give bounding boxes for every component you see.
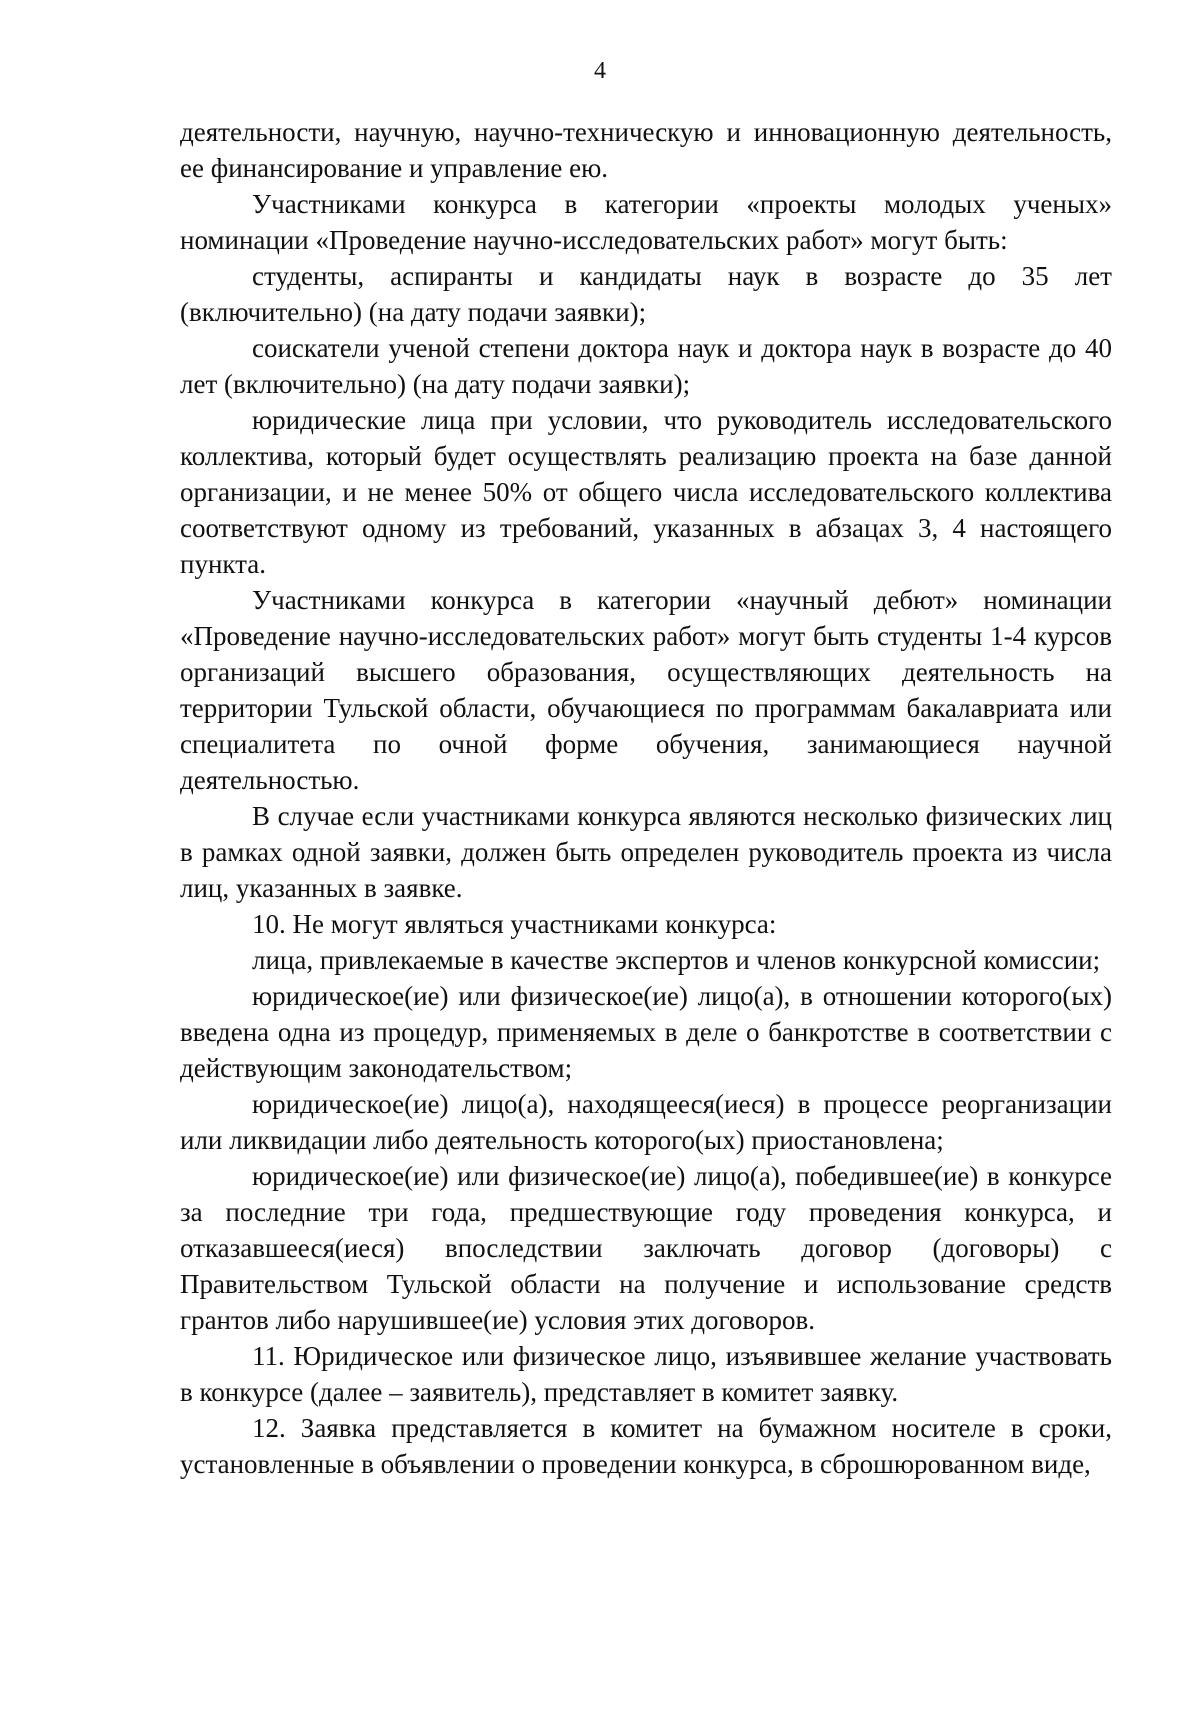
paragraph-reorganization-exclusion: юридическое(ие) лицо(а), находящееся(иеся) в процессе реорганизации или ликвидации либо деятельность которого(ых) приостановлена;	[180, 1089, 1112, 1155]
paragraph-project-leader: В случае если участниками конкурса являются несколько физических лиц в рамках одной заявки, должен быть определен руководитель проекта из числа лиц, указанных в заявке.	[180, 801, 1112, 903]
paragraph-young-scientists-participants: Участниками конкурса в категории «проекты молодых ученых» номинации «Проведение научно-исследовательских работ» могут быть:	[180, 189, 1112, 255]
paragraph-contract-refusal-exclusion: юридическое(ие) или физическое(ие) лицо(а), победившее(ие) в конкурсе за последние три года, предшествующие году проведения конкурса, и отказавшееся(иеся) впоследствии заключать договор (договоры) с Правительством Тульской области на получение и использование средств грантов либо нарушившее(ие) условия этих договоров.	[180, 1161, 1112, 1335]
paragraph-section-11: 11. Юридическое или физическое лицо, изъявившее желание участвовать в конкурсе (далее – заявитель), представляет в комитет заявку.	[180, 1341, 1112, 1407]
paragraph-section-10-heading: 10. Не могут являться участниками конкурса:	[252, 909, 777, 939]
paragraph-students-candidates: студенты, аспиранты и кандидаты наук в возрасте до 35 лет (включительно) (на дату подачи заявки);	[180, 261, 1112, 327]
page-number: 4	[594, 58, 606, 84]
document-body	[180, 114, 1112, 1482]
paragraph-scientific-debut-participants: Участниками конкурса в категории «научный дебют» номинации «Проведение научно-исследовательских работ» могут быть студенты 1-4 курсов организаций высшего образования, осуществляющих деятельность на территории Тульской области, обучающиеся по программам бакалавриата или специалитета по очной форме обучения, занимающиеся научной деятельностью.	[180, 585, 1112, 795]
paragraph-experts-exclusion: лица, привлекаемые в качестве экспертов и членов конкурсной комиссии;	[252, 945, 1101, 975]
paragraph-bankruptcy-exclusion: юридическое(ие) или физическое(ие) лицо(а), в отношении которого(ых) введена одна из процедур, применяемых в деле о банкротстве в соответствии с действующим законодательством;	[180, 981, 1112, 1083]
paragraph-section-12: 12. Заявка представляется в комитет на бумажном носителе в сроки, установленные в объявлении о проведении конкурса, в сброшюрованном виде,	[180, 1413, 1112, 1479]
paragraph-continuation: деятельности, научную, научно-техническую и инновационную деятельность, ее финансирование и управление ею.	[180, 117, 1112, 183]
paragraph-doctoral-applicants: соискатели ученой степени доктора наук и доктора наук в возрасте до 40 лет (включительно) (на дату подачи заявки);	[180, 333, 1112, 399]
paragraph-legal-entities: юридические лица при условии, что руководитель исследовательского коллектива, который будет осуществлять реализацию проекта на базе данной организации, и не менее 50% от общего числа исследовательского коллектива соответствуют одному из требований, указанных в абзацах 3, 4 настоящего пункта.	[180, 405, 1112, 579]
